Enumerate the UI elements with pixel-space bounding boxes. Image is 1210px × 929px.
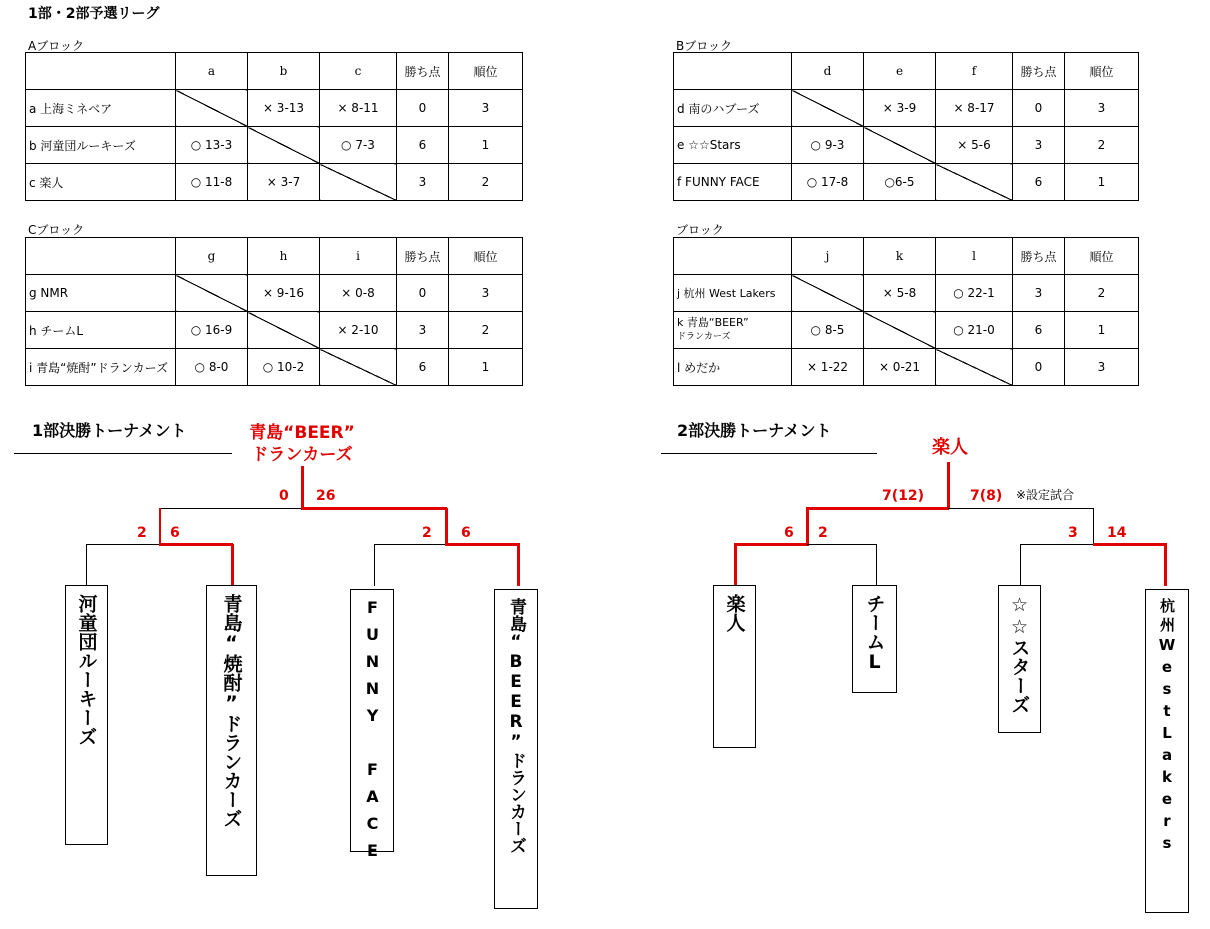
bracket-line bbox=[445, 543, 520, 546]
team-box-label: 楽人 bbox=[723, 594, 746, 632]
tournament2-champion: 楽人 bbox=[932, 437, 968, 458]
header-cell: i bbox=[320, 238, 397, 275]
table-row bbox=[26, 164, 523, 201]
points-cell: 3 bbox=[1013, 127, 1065, 164]
block-d-table bbox=[673, 237, 1139, 386]
rank-cell: 1 bbox=[449, 127, 523, 164]
table-row bbox=[26, 275, 523, 312]
result-cell: × 0-8 bbox=[320, 275, 397, 312]
table-header-row bbox=[674, 53, 1139, 90]
block-b-label: Bブロック bbox=[676, 39, 732, 53]
result-cell: ○ 11-8 bbox=[176, 164, 248, 201]
score-label: 14 bbox=[1107, 525, 1127, 541]
result-cell: ○ 10-2 bbox=[248, 349, 320, 386]
bracket-line bbox=[734, 543, 809, 546]
team-name-sub: ドランカーズ bbox=[677, 332, 731, 342]
bracket-line bbox=[86, 544, 160, 545]
score-label: 2 bbox=[818, 525, 828, 541]
diagonal-cell bbox=[248, 312, 320, 349]
block-d-label: ブロック bbox=[676, 223, 724, 237]
rank-cell: 3 bbox=[449, 90, 523, 127]
header-cell: 順位 bbox=[1065, 238, 1139, 275]
bracket-line bbox=[947, 462, 950, 509]
bracket-line bbox=[948, 508, 1094, 509]
result-cell: × 2-10 bbox=[320, 312, 397, 349]
header-cell: 勝ち点 bbox=[1013, 53, 1065, 90]
header-cell: 順位 bbox=[1065, 53, 1139, 90]
bracket-line bbox=[806, 507, 949, 510]
result-cell: × 3-13 bbox=[248, 90, 320, 127]
points-cell: 3 bbox=[397, 164, 449, 201]
bracket-line bbox=[1093, 543, 1167, 546]
team-name: b 河童団ルーキーズ bbox=[26, 127, 176, 164]
points-cell: 3 bbox=[1013, 275, 1065, 312]
header-cell: l bbox=[936, 238, 1013, 275]
result-cell: ○ 22-1 bbox=[936, 275, 1013, 312]
header-cell bbox=[26, 238, 176, 275]
result-cell: × 8-17 bbox=[936, 90, 1013, 127]
diagonal-cell bbox=[864, 312, 936, 349]
result-cell: × 3-9 bbox=[864, 90, 936, 127]
points-cell: 0 bbox=[397, 90, 449, 127]
team-box bbox=[65, 585, 108, 845]
team-name: i 青島“焼酎”ドランカーズ bbox=[26, 349, 176, 386]
header-cell: 順位 bbox=[449, 53, 523, 90]
score-label: 2 bbox=[422, 525, 432, 541]
tournament2-title: 2部決勝トーナメント bbox=[677, 421, 832, 440]
diagonal-cell bbox=[176, 275, 248, 312]
bracket-line bbox=[876, 544, 877, 586]
result-cell: ○6-5 bbox=[864, 164, 936, 201]
header-cell: 勝ち点 bbox=[1013, 238, 1065, 275]
points-cell: 0 bbox=[1013, 90, 1065, 127]
team-name: h チームL bbox=[26, 312, 176, 349]
team-name bbox=[674, 312, 792, 349]
title-underline bbox=[14, 453, 232, 454]
bracket-line bbox=[1020, 544, 1094, 545]
page-title: 1部・2部予選リーグ bbox=[28, 6, 160, 22]
diagonal-cell bbox=[248, 127, 320, 164]
table-header-row bbox=[674, 238, 1139, 275]
diagonal-cell bbox=[176, 90, 248, 127]
bracket-line bbox=[1164, 544, 1167, 586]
header-cell: 順位 bbox=[449, 238, 523, 275]
bracket-line bbox=[517, 544, 520, 586]
header-cell: b bbox=[248, 53, 320, 90]
team-box bbox=[998, 585, 1041, 733]
rank-cell: 2 bbox=[1065, 127, 1139, 164]
team-name: f FUNNY FACE bbox=[674, 164, 792, 201]
block-a-label: Aブロック bbox=[28, 39, 84, 53]
team-box bbox=[350, 589, 394, 868]
rank-cell: 2 bbox=[449, 312, 523, 349]
points-cell: 6 bbox=[1013, 164, 1065, 201]
table-row bbox=[674, 312, 1139, 349]
score-label: 7(8) bbox=[970, 488, 1003, 504]
team-box-label: FUNNY FACE bbox=[363, 598, 382, 868]
diagonal-cell bbox=[792, 275, 864, 312]
team-name-main: k 青島“BEER” bbox=[677, 316, 749, 329]
result-cell: ○ 17-8 bbox=[792, 164, 864, 201]
table-header-row bbox=[26, 238, 523, 275]
bracket-line bbox=[445, 508, 448, 545]
team-box-label: ☆☆スターズ bbox=[1008, 594, 1031, 714]
team-name: d 南のハブーズ bbox=[674, 90, 792, 127]
team-box bbox=[1145, 589, 1189, 913]
table-row bbox=[26, 349, 523, 386]
points-cell: 0 bbox=[1013, 349, 1065, 386]
title-underline bbox=[661, 453, 877, 454]
rank-cell: 1 bbox=[449, 349, 523, 386]
rank-cell: 1 bbox=[1065, 164, 1139, 201]
points-cell: 3 bbox=[397, 312, 449, 349]
rank-cell: 3 bbox=[449, 275, 523, 312]
team-box bbox=[713, 585, 756, 748]
score-label: 6 bbox=[784, 525, 794, 541]
points-cell: 6 bbox=[397, 127, 449, 164]
header-cell: 勝ち点 bbox=[397, 53, 449, 90]
table-row bbox=[674, 127, 1139, 164]
diagonal-cell bbox=[864, 127, 936, 164]
result-cell: ○ 8-0 bbox=[176, 349, 248, 386]
result-cell: × 1-22 bbox=[792, 349, 864, 386]
bracket-line bbox=[301, 507, 447, 510]
bracket-line bbox=[806, 508, 809, 545]
score-label: 2 bbox=[137, 525, 147, 541]
table-header-row bbox=[26, 53, 523, 90]
bracket-line bbox=[86, 544, 87, 586]
header-cell bbox=[674, 238, 792, 275]
table-row bbox=[26, 127, 523, 164]
table-row bbox=[26, 90, 523, 127]
diagonal-cell bbox=[936, 164, 1013, 201]
block-a-table bbox=[25, 52, 523, 201]
team-box bbox=[852, 585, 897, 693]
champion-line2: ドランカーズ bbox=[251, 445, 353, 465]
rank-cell: 3 bbox=[1065, 349, 1139, 386]
rank-cell: 3 bbox=[1065, 90, 1139, 127]
diagonal-cell bbox=[320, 164, 397, 201]
score-label: 26 bbox=[316, 488, 336, 504]
team-box bbox=[206, 585, 257, 876]
team-box-label: 青島“焼酎”ドランカーズ bbox=[220, 594, 243, 828]
header-cell: k bbox=[864, 238, 936, 275]
tournament1-title: 1部決勝トーナメント bbox=[32, 421, 187, 440]
result-cell: ○ 8-5 bbox=[792, 312, 864, 349]
bracket-line bbox=[159, 508, 161, 545]
result-cell: ○ 21-0 bbox=[936, 312, 1013, 349]
table-row bbox=[674, 349, 1139, 386]
bracket-line bbox=[807, 544, 877, 545]
header-cell: d bbox=[792, 53, 864, 90]
team-name: a 上海ミネベア bbox=[26, 90, 176, 127]
header-cell: h bbox=[248, 238, 320, 275]
team-box-label: チームL bbox=[863, 594, 886, 673]
score-label: 6 bbox=[170, 525, 180, 541]
note-text: ※設定試合 bbox=[1016, 488, 1075, 502]
diagonal-cell bbox=[936, 349, 1013, 386]
bracket-line bbox=[1020, 544, 1021, 586]
points-cell: 6 bbox=[1013, 312, 1065, 349]
diagonal-cell bbox=[320, 349, 397, 386]
team-box-label: 青島“BEER”ドランカーズ bbox=[506, 598, 526, 854]
team-name: j 杭州 West Lakers bbox=[674, 275, 792, 312]
team-name: c 楽人 bbox=[26, 164, 176, 201]
score-label: 6 bbox=[461, 525, 471, 541]
rank-cell: 1 bbox=[1065, 312, 1139, 349]
bracket-line bbox=[159, 543, 233, 546]
header-cell bbox=[26, 53, 176, 90]
header-cell: 勝ち点 bbox=[397, 238, 449, 275]
result-cell: × 5-6 bbox=[936, 127, 1013, 164]
result-cell: × 3-7 bbox=[248, 164, 320, 201]
bracket-line bbox=[301, 466, 304, 509]
team-name: g NMR bbox=[26, 275, 176, 312]
block-c-table bbox=[25, 237, 523, 386]
table-row bbox=[674, 90, 1139, 127]
header-cell: g bbox=[176, 238, 248, 275]
header-cell: j bbox=[792, 238, 864, 275]
bracket-line bbox=[734, 544, 737, 586]
result-cell: × 8-11 bbox=[320, 90, 397, 127]
result-cell: ○ 13-3 bbox=[176, 127, 248, 164]
points-cell: 6 bbox=[397, 349, 449, 386]
score-label: 3 bbox=[1068, 525, 1078, 541]
rank-cell: 2 bbox=[449, 164, 523, 201]
result-cell: × 9-16 bbox=[248, 275, 320, 312]
bracket-line bbox=[1093, 508, 1094, 545]
block-b-table bbox=[673, 52, 1139, 201]
diagonal-cell bbox=[792, 90, 864, 127]
table-row bbox=[674, 275, 1139, 312]
header-cell bbox=[674, 53, 792, 90]
table-row bbox=[26, 312, 523, 349]
header-cell: e bbox=[864, 53, 936, 90]
team-name: l めだか bbox=[674, 349, 792, 386]
score-label: 7(12) bbox=[882, 488, 925, 504]
header-cell: f bbox=[936, 53, 1013, 90]
team-box-label: 杭州WestLakers bbox=[1158, 598, 1176, 856]
team-box bbox=[494, 589, 538, 909]
bracket-line bbox=[374, 544, 446, 545]
result-cell: ○ 16-9 bbox=[176, 312, 248, 349]
bracket-line bbox=[159, 508, 302, 509]
bracket-line bbox=[374, 544, 375, 586]
header-cell: c bbox=[320, 53, 397, 90]
header-cell: a bbox=[176, 53, 248, 90]
result-cell: × 0-21 bbox=[864, 349, 936, 386]
team-box-label: 河童団ルーキーズ bbox=[75, 594, 98, 746]
score-label: 0 bbox=[279, 488, 289, 504]
tournament1-champion bbox=[232, 422, 372, 466]
champion-line1: 青島“BEER” bbox=[249, 423, 355, 443]
bracket-line bbox=[231, 544, 234, 586]
result-cell: ○ 7-3 bbox=[320, 127, 397, 164]
team-name: e ☆☆Stars bbox=[674, 127, 792, 164]
points-cell: 0 bbox=[397, 275, 449, 312]
result-cell: × 5-8 bbox=[864, 275, 936, 312]
result-cell: ○ 9-3 bbox=[792, 127, 864, 164]
rank-cell: 2 bbox=[1065, 275, 1139, 312]
table-row bbox=[674, 164, 1139, 201]
block-c-label: Cブロック bbox=[28, 223, 85, 237]
